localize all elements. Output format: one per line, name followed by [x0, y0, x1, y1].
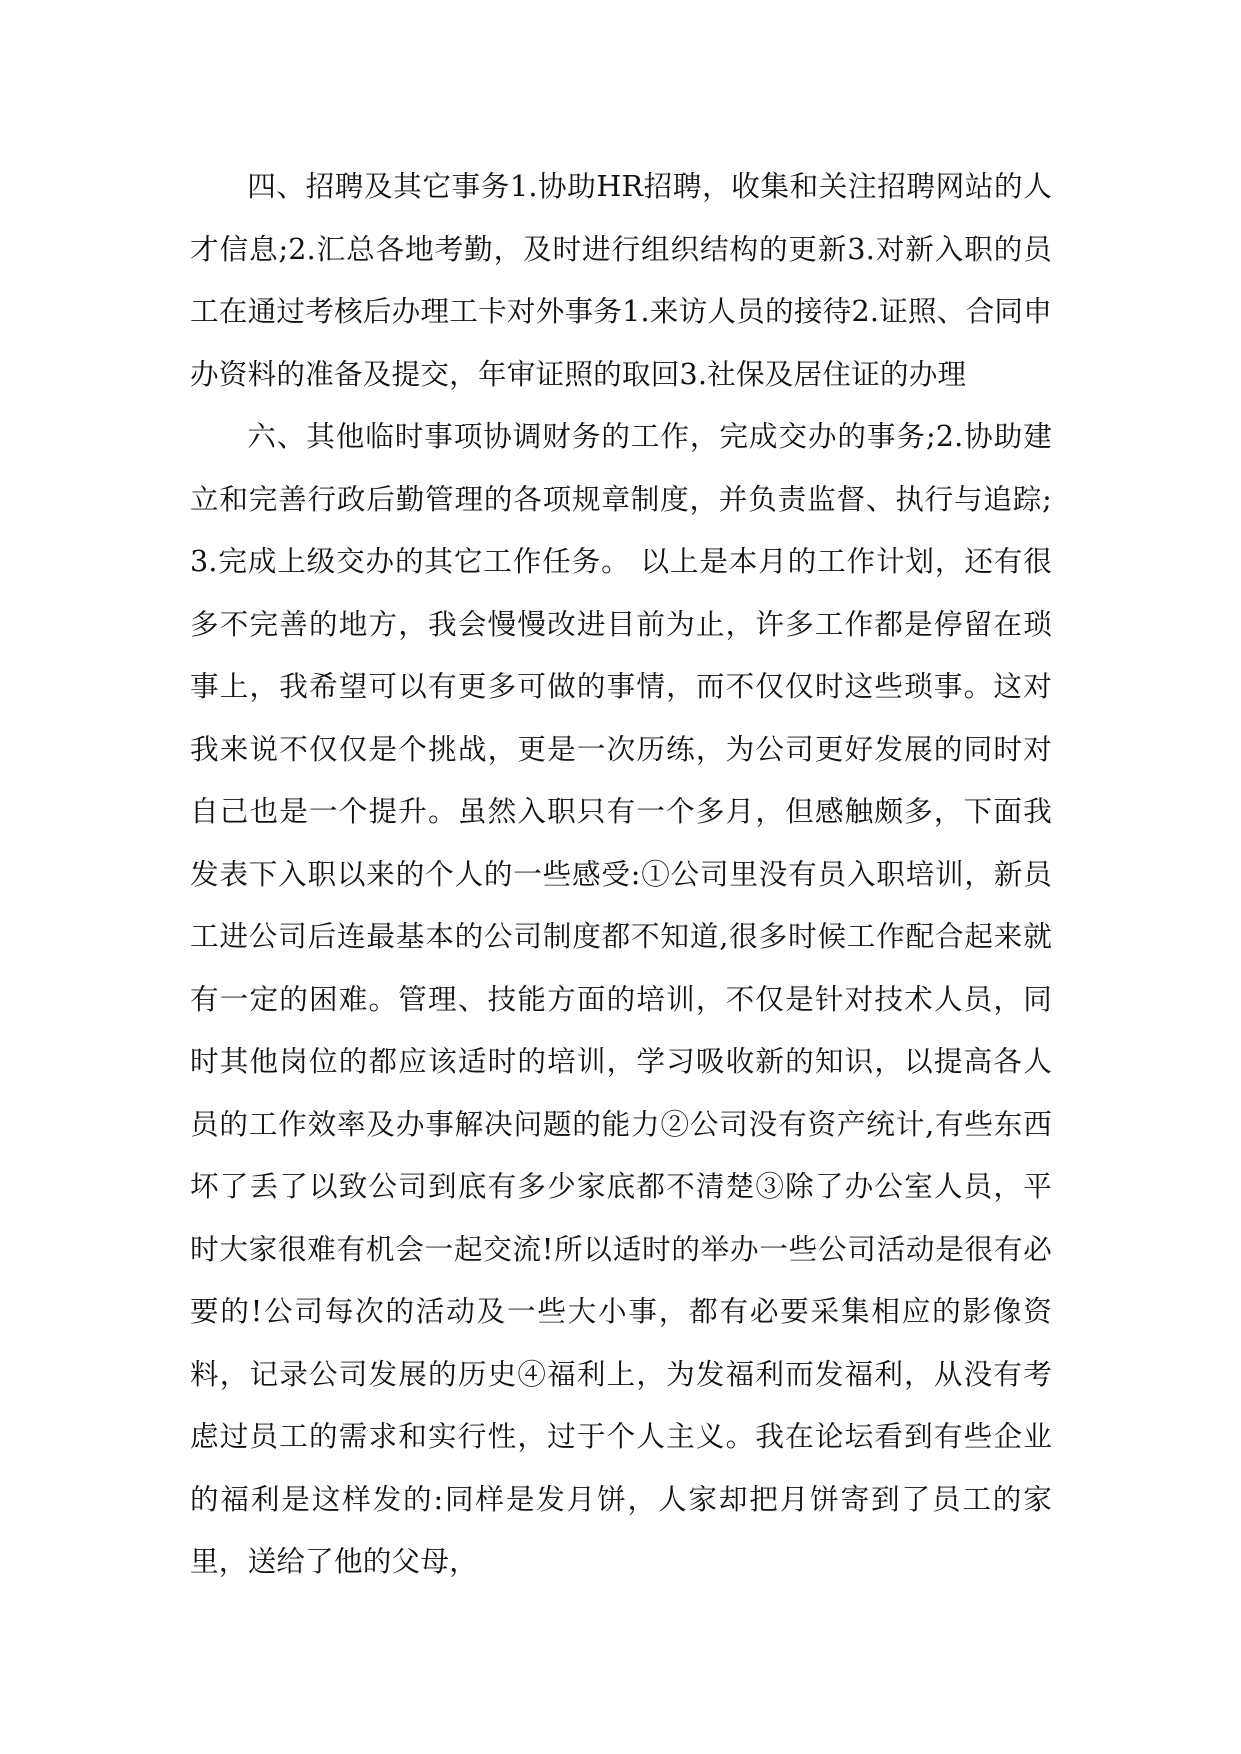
- paragraph-recruitment: 四、招聘及其它事务1.协助HR招聘，收集和关注招聘网站的人才信息;2.汇总各地考勤，及时进行组织结构的更新3.对新入职的员工在通过考核后办理工卡对外事务1.来访人员的接待2.证照、合同申办资料的准备及提交，年审证照的取回3.社保及居住证的办理: [190, 169, 1052, 391]
- document-body: [190, 155, 1052, 1593]
- paragraph-other-matters: 六、其他临时事项协调财务的工作，完成交办的事务;2.协助建立和完善行政后勤管理的各项规章制度，并负责监督、执行与追踪;3.完成上级交办的其它工作任务。 以上是本月的工作计划，还有很多不完善的地方，我会慢慢改进目前为止，许多工作都是停留在琐事上，我希望可以有更多可做的事情，而不仅仅时这些琐事。这对我来说不仅仅是个挑战，更是一次历练，为公司更好发展的同时对自己也是一个提升。虽然入职只有一个多月，但感触颇多，下面我发表下入职以来的个人的一些感受:①公司里没有员入职培训，新员工进公司后连最基本的公司制度都不知道,很多时候工作配合起来就有一定的困难。管理、技能方面的培训，不仅是针对技术人员，同时其他岗位的都应该适时的培训，学习吸收新的知识，以提高各人员的工作效率及办事解决问题的能力②公司没有资产统计,有些东西坏了丢了以致公司到底有多少家底都不清楚③除了办公室人员，平时大家很难有机会一起交流!所以适时的举办一些公司活动是很有必要的!公司每次的活动及一些大小事，都有必要采集相应的影像资料，记录公司发展的历史④福利上，为发福利而发福利，从没有考虑过员工的需求和实行性，过于个人主义。我在论坛看到有些企业的福利是这样发的:同样是发月饼，人家却把月饼寄到了员工的家里，送给了他的父母，: [190, 419, 1052, 1578]
